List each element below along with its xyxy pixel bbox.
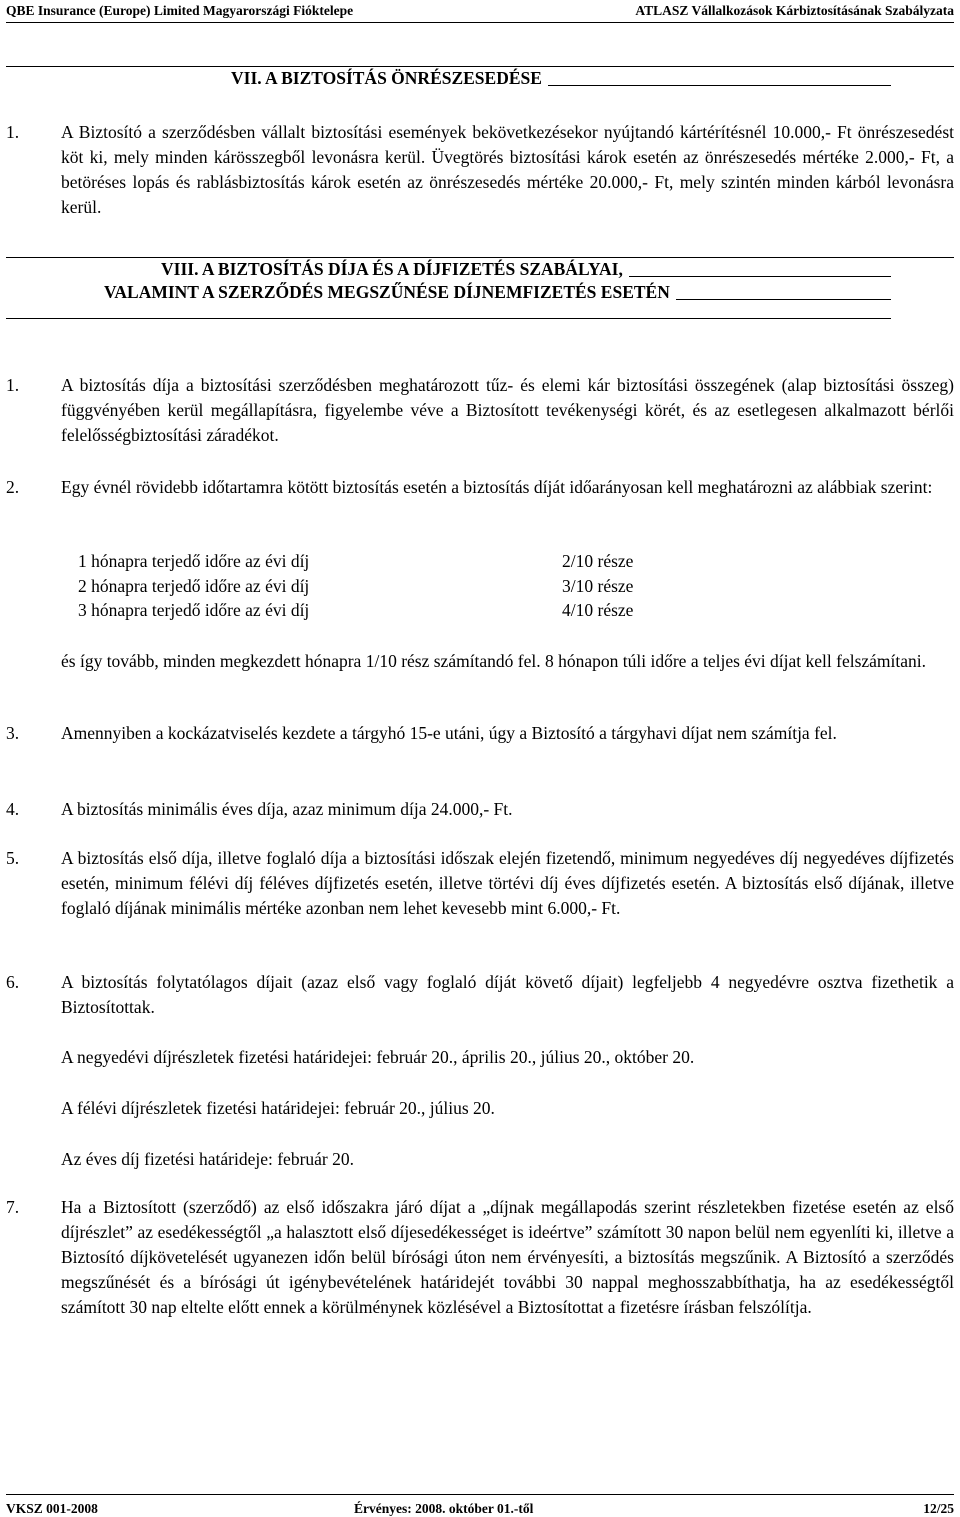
page-footer xyxy=(6,1494,954,1516)
section-viii-item-4: 4. A biztosítás minimális éves díja, azaz minimum díja 24.000,- Ft. xyxy=(6,799,513,819)
header-company: QBE Insurance (Europe) Limited Magyarországi Fióktelepe xyxy=(6,3,354,18)
section-vii-title: VII. A BIZTOSÍTÁS ÖNRÉSZESEDÉSE xyxy=(6,66,954,90)
section-viii-item-6: 6. A biztosítás folytatólagos díjait (azaz első vagy foglaló díját követő díjait) legfeljebb 4 negyedévre osztva fizethetik a Biztosítottak. xyxy=(6,972,954,1017)
header-document-title: ATLASZ Vállalkozások Kárbiztosításának Szabályzata xyxy=(635,3,954,18)
section-viii-item-1: 1. A biztosítás díja a biztosítási szerződésben meghatározott tűz- és elemi kár biztosítási összegének (alap biztosítási összeg) függvényében kerül megállapításra, figyelembe véve a Biztosított tevékenységi körét, és az esetlegesen alkalmazott bérlői felelősségbiztosítási záradékot. xyxy=(6,375,954,445)
pro-rata-fee-table xyxy=(78,549,762,623)
quarterly-deadlines: A negyedévi díjrészletek fizetési határidejei: február 20., április 20., július 20., október 20. xyxy=(61,1047,695,1067)
semiannual-deadlines: A félévi díjrészletek fizetési határidejei: február 20., július 20. xyxy=(61,1098,495,1118)
footer-validity: Érvényes: 2008. október 01.-től xyxy=(354,1501,534,1516)
section-viii-item-3: 3. Amennyiben a kockázatviselés kezdete a tárgyhó 15-e utáni, úgy a Biztosító a tárgyhavi díjat nem számítja fel. xyxy=(6,723,837,743)
section-viii-item-2-continuation: és így tovább, minden megkezdett hónapra 1/10 rész számítandó fel. 8 hónapon túli időre a teljes évi díjat kell felszámítani. xyxy=(61,651,927,671)
table-row: 3 hónapra terjedő időre az évi díj 4/10 része xyxy=(78,600,634,620)
section-viii-item-5: 5. A biztosítás első díja, illetve foglaló díja a biztosítási időszak elején fizetendő, minimum negyedéves díj negyedéves díjfizetés esetén, minimum félévi díj féléves díjfizetés esetén, illetve törtévi díj éves díjfizetés esetén. A biztosítás első díjának, illetve foglaló díjának minimális mértéke azonban nem lehet kevesebb mint 6.000,- Ft. xyxy=(6,848,954,918)
page-header xyxy=(6,0,954,23)
annual-deadline: Az éves díj fizetési határideje: február 20. xyxy=(61,1149,354,1169)
table-row: 2 hónapra terjedő időre az évi díj 3/10 része xyxy=(78,575,634,596)
table-row: 1 hónapra terjedő időre az évi díj 2/10 része xyxy=(78,551,634,571)
footer-page-number: 12/25 xyxy=(923,1501,954,1516)
section-vii-item-1: 1. A Biztosító a szerződésben vállalt biztosítási események bekövetkezésekor nyújtandó kártérítésnél 10.000,- Ft önrészesedést köt ki, mely minden kárösszegből levonásra kerül. Üvegtörés biztosítási károk esetén az önrészesedés mértéke 2.000,- Ft, a betöréses lopás és rablásbiztosítás károk esetén az önrészesedés mértéke 20.000,- Ft, mely szintén minden kárból levonásra kerül. xyxy=(6,122,954,217)
section-viii-title: VIII. A BIZTOSÍTÁS DÍJA ÉS A DÍJFIZETÉS SZABÁLYAI, VALAMINT A SZERZŐDÉS MEGSZŰNÉSE DÍJNEMFIZETÉS ESETÉN xyxy=(6,257,954,304)
footer-document-code: VKSZ 001-2008 xyxy=(6,1501,98,1516)
section-viii-item-2: 2. Egy évnél rövidebb időtartamra kötött biztosítás esetén a biztosítás díját időarányosan kell meghatározni az alábbiak szerint: xyxy=(6,477,933,497)
section-viii-item-7: 7. Ha a Biztosított (szerződő) az első időszakra járó díjat a „díjnak megállapodás szerint részletekben fizetése esetén az első díjrészlet” az esedékességtől „a halasztott első díjesedékességet is ideértve” számított 30 napon belül nem egyenlíti ki, illetve a Biztosító díjkövetelését ugyanezen időn belül bírósági úton nem érvényesíti, a biztosítás megszűnik. A Biztosító a szerződés megszűnését és a bírósági út igénybevételének határidejét további 30 nappal meghosszabbíthatja, ha az esedékességtől számított 30 nap eltelte előtt ennek a körülménynek közlésével a Biztosítottat a fizetésre írásban felszólítja. xyxy=(6,1197,954,1317)
